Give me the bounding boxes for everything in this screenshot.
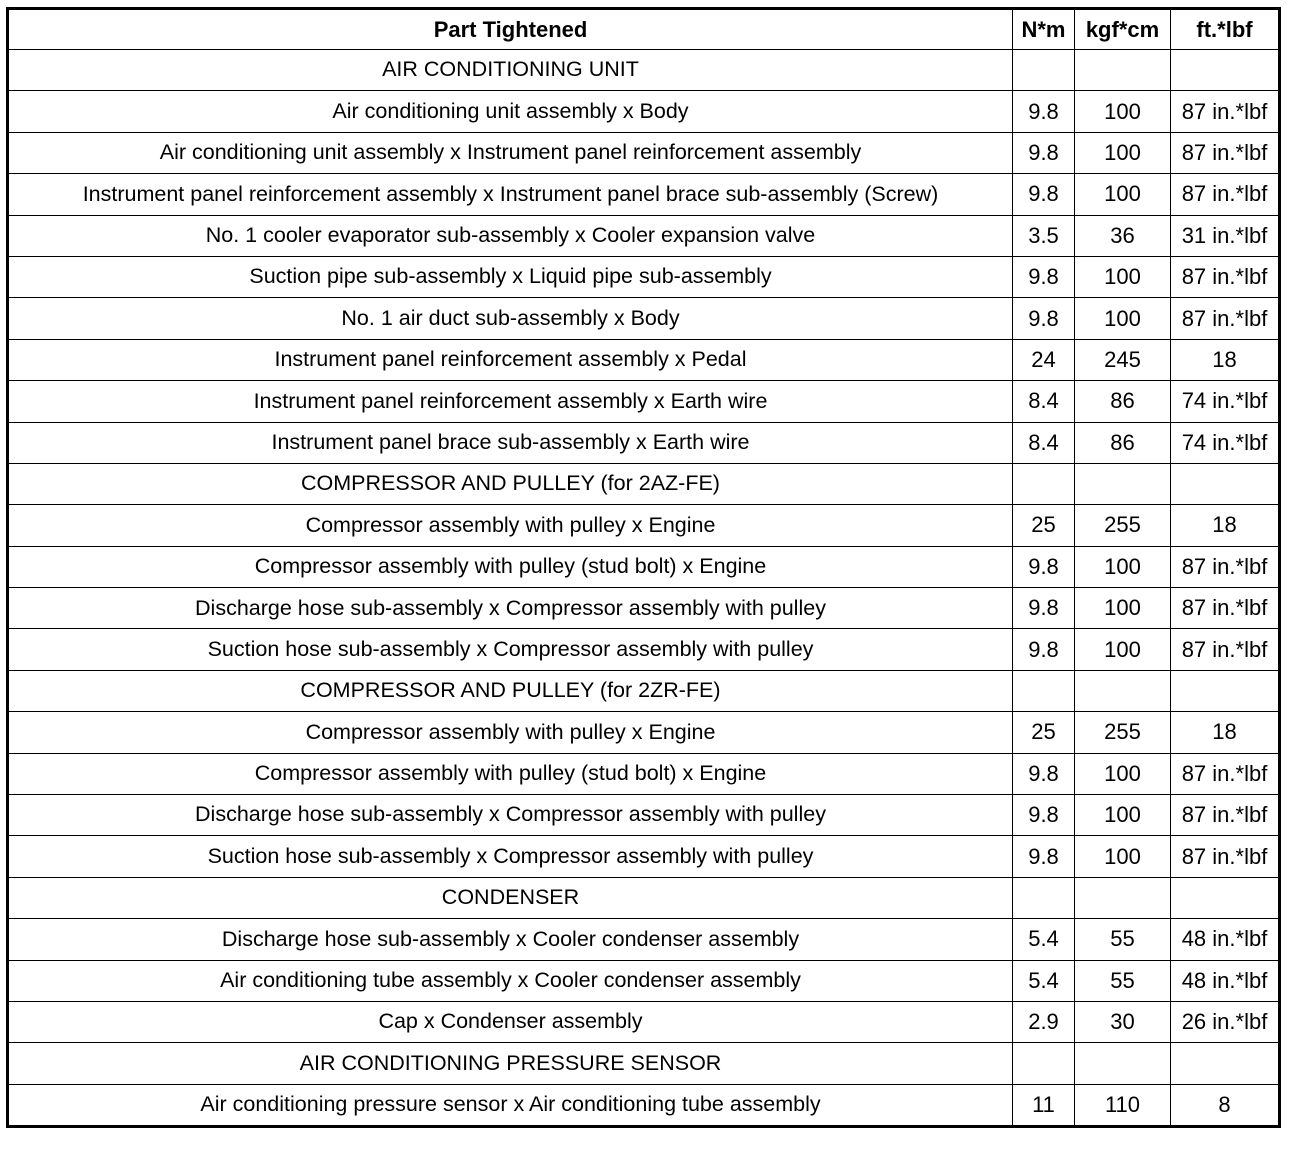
part-cell: Instrument panel reinforcement assembly x Earth wire [8,381,1013,422]
kgf-cm-cell: 55 [1075,919,1171,960]
ft-lbf-cell: 26 in.*lbf [1171,1001,1280,1042]
part-cell: Suction pipe sub-assembly x Liquid pipe sub-assembly [8,256,1013,297]
kgf-cm-cell: 100 [1075,132,1171,173]
ft-lbf-cell: 87 in.*lbf [1171,836,1280,877]
nm-cell [1013,670,1075,711]
part-cell: Suction hose sub-assembly x Compressor assembly with pulley [8,836,1013,877]
ft-lbf-cell: 87 in.*lbf [1171,91,1280,132]
part-cell: Discharge hose sub-assembly x Compressor assembly with pulley [8,588,1013,629]
nm-cell: 2.9 [1013,1001,1075,1042]
table-row [8,91,1280,132]
table-row [8,256,1280,297]
ft-lbf-cell: 48 in.*lbf [1171,960,1280,1001]
table-row [8,174,1280,215]
section-header-row [8,1043,1280,1084]
part-cell: Air conditioning unit assembly x Body [8,91,1013,132]
part-cell: Compressor assembly with pulley x Engine [8,712,1013,753]
part-cell: COMPRESSOR AND PULLEY (for 2ZR-FE) [8,670,1013,711]
nm-cell: 9.8 [1013,256,1075,297]
part-cell: AIR CONDITIONING UNIT [8,50,1013,91]
kgf-cm-cell: 245 [1075,339,1171,380]
table-row [8,588,1280,629]
header-ft-lbf: ft.*lbf [1171,9,1280,50]
kgf-cm-cell: 100 [1075,629,1171,670]
part-cell: Cap x Condenser assembly [8,1001,1013,1042]
kgf-cm-cell: 100 [1075,836,1171,877]
ft-lbf-cell [1171,50,1280,91]
section-header-row [8,670,1280,711]
kgf-cm-cell: 86 [1075,381,1171,422]
table-row [8,505,1280,546]
nm-cell: 9.8 [1013,795,1075,836]
ft-lbf-cell: 87 in.*lbf [1171,753,1280,794]
nm-cell [1013,50,1075,91]
kgf-cm-cell: 100 [1075,546,1171,587]
ft-lbf-cell: 18 [1171,505,1280,546]
table-row [8,546,1280,587]
part-cell: Air conditioning tube assembly x Cooler condenser assembly [8,960,1013,1001]
part-cell: AIR CONDITIONING PRESSURE SENSOR [8,1043,1013,1084]
part-cell: Air conditioning pressure sensor x Air conditioning tube assembly [8,1084,1013,1126]
kgf-cm-cell: 100 [1075,753,1171,794]
table-row [8,215,1280,256]
kgf-cm-cell: 255 [1075,712,1171,753]
table-row [8,795,1280,836]
table-row [8,1001,1280,1042]
table-body [8,50,1280,1127]
kgf-cm-cell: 86 [1075,422,1171,463]
ft-lbf-cell: 8 [1171,1084,1280,1126]
kgf-cm-cell [1075,877,1171,918]
nm-cell: 8.4 [1013,422,1075,463]
header-part-tightened: Part Tightened [8,9,1013,50]
nm-cell: 9.8 [1013,588,1075,629]
table-row [8,298,1280,339]
table-row [8,960,1280,1001]
part-cell: Compressor assembly with pulley (stud bolt) x Engine [8,546,1013,587]
ft-lbf-cell: 18 [1171,712,1280,753]
ft-lbf-cell: 87 in.*lbf [1171,795,1280,836]
part-cell: Instrument panel reinforcement assembly x Pedal [8,339,1013,380]
part-cell: Instrument panel reinforcement assembly x Instrument panel brace sub-assembly (Screw) [8,174,1013,215]
kgf-cm-cell: 55 [1075,960,1171,1001]
header-kgf-cm: kgf*cm [1075,9,1171,50]
table-row [8,629,1280,670]
ft-lbf-cell [1171,463,1280,504]
ft-lbf-cell: 87 in.*lbf [1171,629,1280,670]
part-cell: Instrument panel brace sub-assembly x Earth wire [8,422,1013,463]
ft-lbf-cell [1171,670,1280,711]
nm-cell: 5.4 [1013,919,1075,960]
part-cell: No. 1 air duct sub-assembly x Body [8,298,1013,339]
part-cell: Discharge hose sub-assembly x Compressor assembly with pulley [8,795,1013,836]
table-row [8,339,1280,380]
part-cell: No. 1 cooler evaporator sub-assembly x Cooler expansion valve [8,215,1013,256]
part-cell: CONDENSER [8,877,1013,918]
header-row [8,9,1280,50]
nm-cell: 9.8 [1013,174,1075,215]
nm-cell: 5.4 [1013,960,1075,1001]
nm-cell: 9.8 [1013,91,1075,132]
nm-cell: 9.8 [1013,546,1075,587]
nm-cell [1013,1043,1075,1084]
part-cell: Suction hose sub-assembly x Compressor assembly with pulley [8,629,1013,670]
torque-spec-table [6,7,1281,1128]
part-cell: Discharge hose sub-assembly x Cooler condenser assembly [8,919,1013,960]
table-row [8,381,1280,422]
table-row [8,132,1280,173]
ft-lbf-cell: 87 in.*lbf [1171,132,1280,173]
kgf-cm-cell [1075,463,1171,504]
kgf-cm-cell: 110 [1075,1084,1171,1126]
kgf-cm-cell [1075,1043,1171,1084]
part-cell: COMPRESSOR AND PULLEY (for 2AZ-FE) [8,463,1013,504]
ft-lbf-cell: 74 in.*lbf [1171,381,1280,422]
table-row [8,836,1280,877]
nm-cell: 25 [1013,505,1075,546]
section-header-row [8,50,1280,91]
ft-lbf-cell: 87 in.*lbf [1171,298,1280,339]
table-row [8,422,1280,463]
kgf-cm-cell [1075,670,1171,711]
ft-lbf-cell: 31 in.*lbf [1171,215,1280,256]
ft-lbf-cell [1171,877,1280,918]
ft-lbf-cell: 87 in.*lbf [1171,546,1280,587]
nm-cell: 9.8 [1013,836,1075,877]
kgf-cm-cell: 100 [1075,256,1171,297]
kgf-cm-cell: 100 [1075,298,1171,339]
nm-cell [1013,463,1075,504]
nm-cell [1013,877,1075,918]
nm-cell: 9.8 [1013,298,1075,339]
ft-lbf-cell: 87 in.*lbf [1171,256,1280,297]
section-header-row [8,877,1280,918]
ft-lbf-cell: 74 in.*lbf [1171,422,1280,463]
kgf-cm-cell: 100 [1075,795,1171,836]
nm-cell: 9.8 [1013,753,1075,794]
kgf-cm-cell: 255 [1075,505,1171,546]
nm-cell: 11 [1013,1084,1075,1126]
nm-cell: 9.8 [1013,132,1075,173]
kgf-cm-cell: 100 [1075,174,1171,215]
nm-cell: 3.5 [1013,215,1075,256]
header-nm: N*m [1013,9,1075,50]
table-row [8,1084,1280,1126]
table-row [8,712,1280,753]
ft-lbf-cell [1171,1043,1280,1084]
kgf-cm-cell: 100 [1075,588,1171,629]
ft-lbf-cell: 87 in.*lbf [1171,174,1280,215]
section-header-row [8,463,1280,504]
ft-lbf-cell: 48 in.*lbf [1171,919,1280,960]
kgf-cm-cell: 30 [1075,1001,1171,1042]
nm-cell: 24 [1013,339,1075,380]
table-row [8,919,1280,960]
part-cell: Compressor assembly with pulley x Engine [8,505,1013,546]
kgf-cm-cell: 36 [1075,215,1171,256]
table-row [8,753,1280,794]
kgf-cm-cell [1075,50,1171,91]
kgf-cm-cell: 100 [1075,91,1171,132]
part-cell: Air conditioning unit assembly x Instrument panel reinforcement assembly [8,132,1013,173]
nm-cell: 8.4 [1013,381,1075,422]
ft-lbf-cell: 87 in.*lbf [1171,588,1280,629]
ft-lbf-cell: 18 [1171,339,1280,380]
nm-cell: 25 [1013,712,1075,753]
nm-cell: 9.8 [1013,629,1075,670]
part-cell: Compressor assembly with pulley (stud bolt) x Engine [8,753,1013,794]
